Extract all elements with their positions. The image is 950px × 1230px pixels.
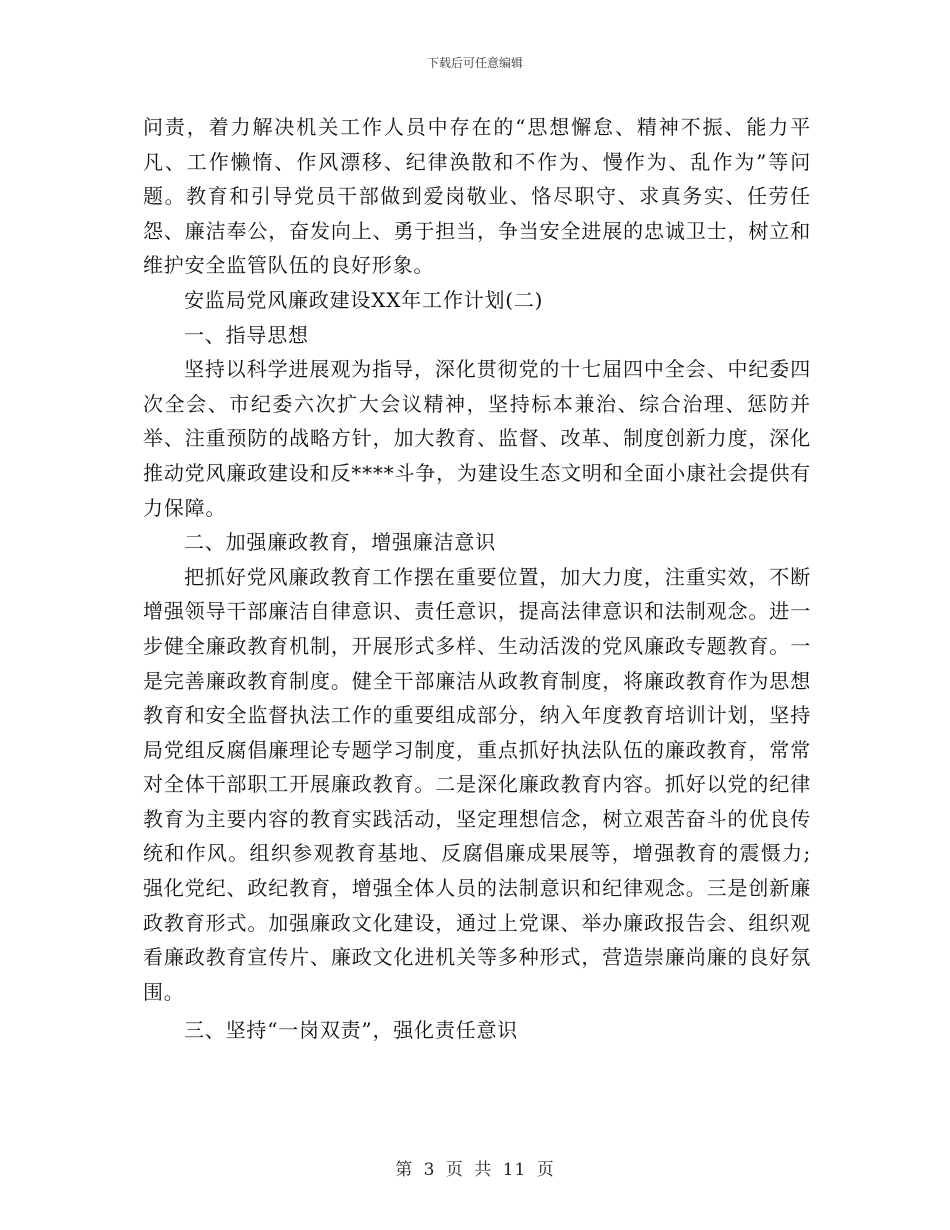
document-body — [143, 110, 811, 1048]
paragraph-continuation: 问责，着力解决机关工作人员中存在的“思想懈怠、精神不振、能力平凡、工作懒惰、作风漂移、纪律涣散和不作为、慢作为、乱作为”等问题。教育和引导党员干部做到爱岗敬业、恪尽职守、求真务实、任劳任怨、廉洁奉公，奋发向上、勇于担当，争当安全进展的忠诚卫士，树立和维护安全监管队伍的良好形象。 — [143, 115, 811, 278]
section-heading-2: 二、加强廉政教育，增强廉洁意识 — [184, 530, 496, 555]
section-heading-3: 三、坚持“一岗双责”，强化责任意识 — [184, 1018, 519, 1043]
document-subtitle: 安监局党风廉政建设XX年工作计划(二) — [184, 287, 544, 312]
paragraph-education: 把抓好党风廉政教育工作摆在重要位置，加大力度，注重实效，不断增强领导干部廉洁自律意识、责任意识，提高法律意识和法制观念。进一步健全廉政教育机制，开展形式多样、生动活泼的党风廉政专题教育。一是完善廉政教育制度。健全干部廉洁从政教育制度，将廉政教育作为思想教育和安全监督执法工作的重要组成部分，纳入年度教育培训计划，坚持局党组反腐倡廉理论专题学习制度，重点抓好执法队伍的廉政教育，常常对全体干部职工开展廉政教育。二是深化廉政教育内容。抓好以党的纪律教育为主要内容的教育实践活动，坚定理想信念，树立艰苦奋斗的优良传统和作风。组织参观教育基地、反腐倡廉成果展等，增强教育的震慑力;强化党纪、政纪教育，增强全体人员的法制意识和纪律观念。三是创新廉政教育形式。加强廉政文化建设，通过上党课、举办廉政报告会、组织观看廉政教育宣传片、廉政文化进机关等多种形式，营造崇廉尚廉的良好氛围。 — [143, 564, 811, 1004]
paragraph-guiding-thought: 坚持以科学进展观为指导，深化贯彻党的十七届四中全会、中纪委四次全会、市纪委六次扩大会议精神，坚持标本兼治、综合治理、惩防并举、注重预防的战略方针，加大教育、监督、改革、制度创新力度，深化推动党风廉政建设和反****斗争，为建设生态文明和全面小康社会提供有力保障。 — [143, 357, 811, 520]
page-header: 下载后可任意编辑 — [426, 56, 523, 70]
section-heading-1: 一、指导思想 — [184, 322, 309, 347]
page-number-footer: 第 3 页 共 11 页 — [395, 1160, 555, 1180]
